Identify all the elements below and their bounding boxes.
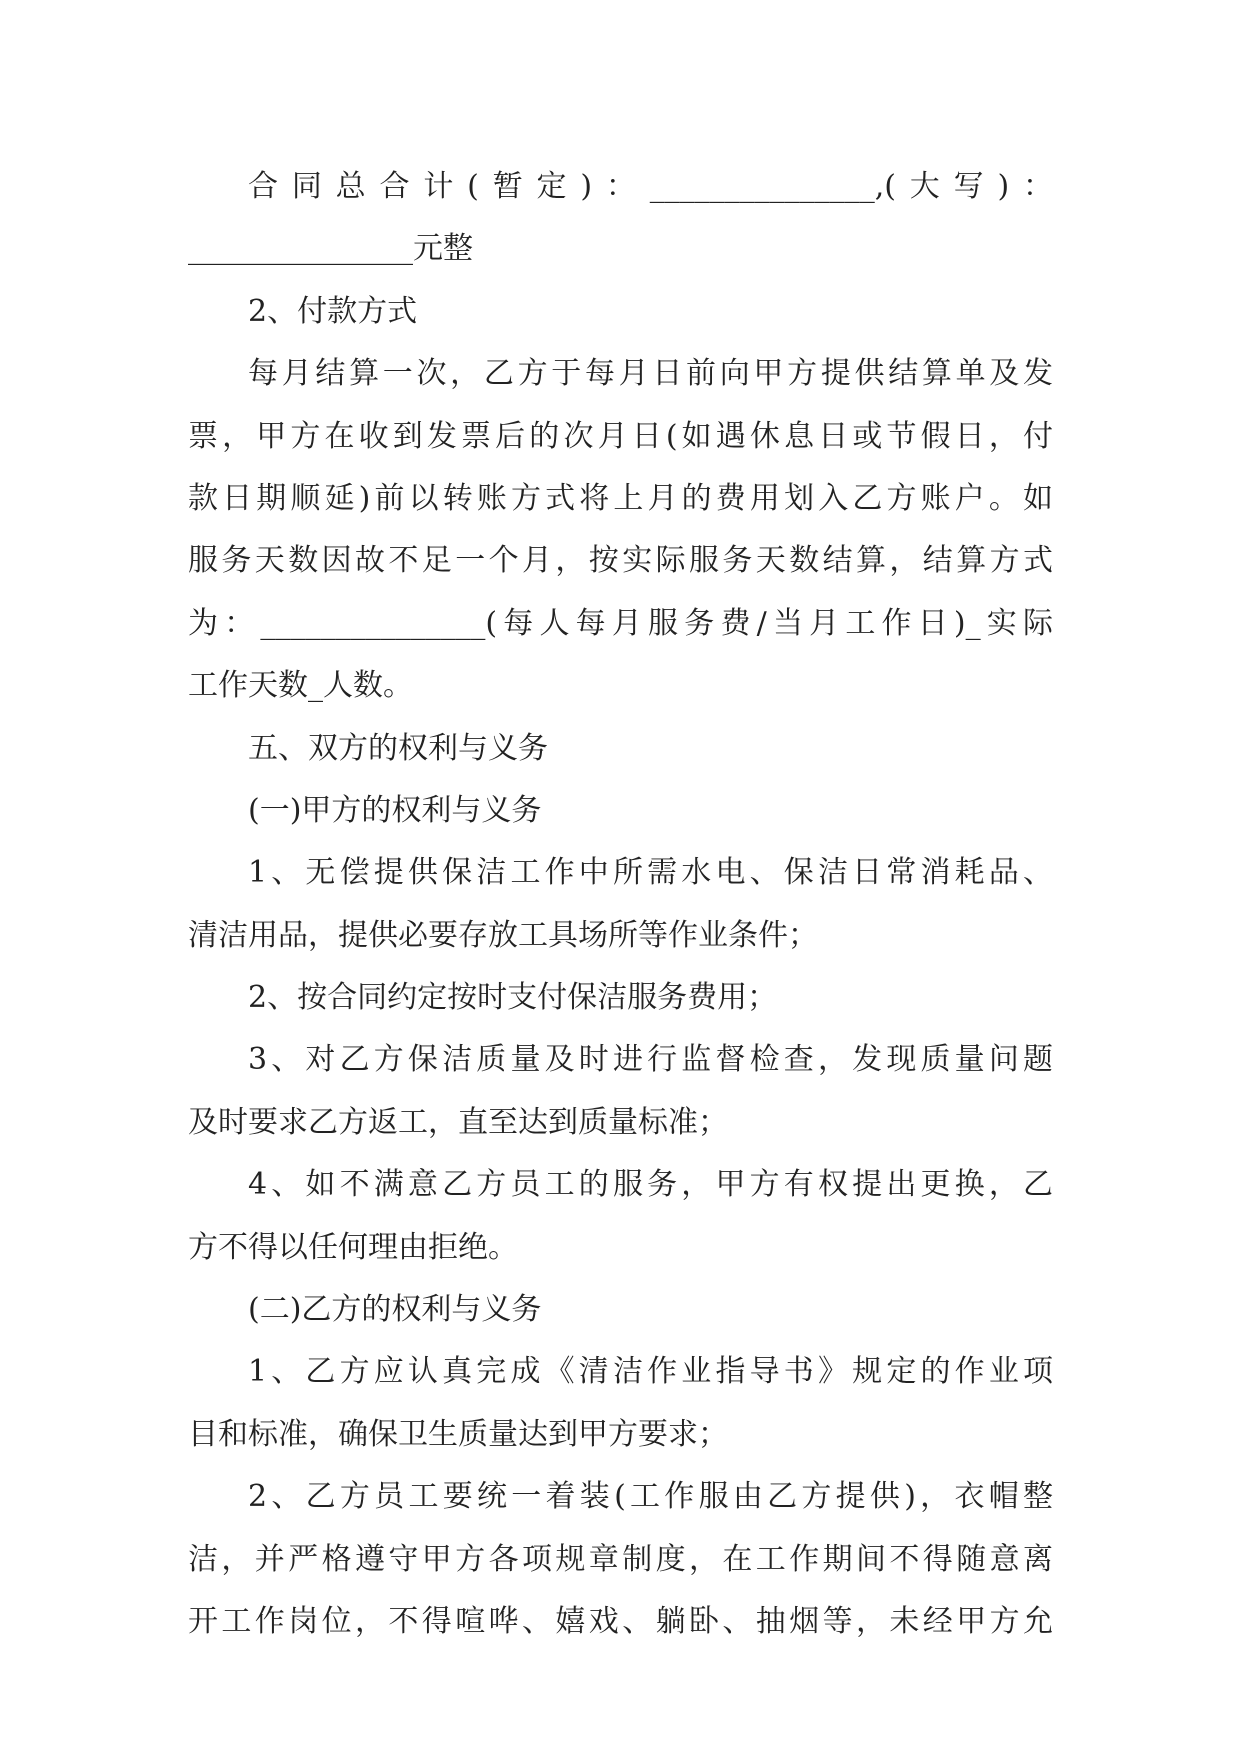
paragraph-line: 每月结算一次，乙方于每月日前向甲方提供结算单及发 — [248, 356, 1053, 392]
paragraph-line: 4、如不满意乙方员工的服务，甲方有权提出更换，乙 — [248, 1167, 1053, 1203]
paragraph-line: 2、乙方员工要统一着装(工作服由乙方提供)，衣帽整 — [248, 1479, 1053, 1515]
section-5-heading: 五、双方的权利与义务 — [248, 730, 548, 766]
party-a-heading: (一)甲方的权利与义务 — [248, 792, 542, 828]
paragraph-line: 2、按合同约定按时支付保洁服务费用； — [248, 980, 778, 1016]
party-a-item-2 — [188, 967, 1053, 1029]
paragraph-line: 清洁用品，提供必要存放工具场所等作业条件； — [188, 917, 818, 953]
total-amount-capital-line: _______________元整 — [188, 231, 473, 267]
paragraph-line: 洁，并严格遵守甲方各项规章制度，在工作期间不得随意离 — [188, 1541, 1053, 1577]
paragraph-line: 服务天数因故不足一个月，按实际服务天数结算，结算方式 — [188, 543, 1053, 579]
party-a-item-4 — [188, 1154, 1053, 1279]
paragraph-line: 票，甲方在收到发票后的次月日(如遇休息日或节假日，付 — [188, 418, 1053, 454]
party-b-item-2 — [188, 1466, 1053, 1653]
payment-method-heading: 2、付款方式 — [248, 293, 418, 329]
payment-terms-paragraph — [188, 343, 1053, 717]
party-a-item-3 — [188, 1029, 1053, 1154]
paragraph-line: 及时要求乙方返工，直至达到质量标准； — [188, 1104, 728, 1140]
party-b-item-1 — [188, 1341, 1053, 1466]
party-a-item-1 — [188, 842, 1053, 967]
paragraph-line: 开工作岗位，不得喧哗、嬉戏、躺卧、抽烟等，未经甲方允 — [188, 1603, 1053, 1639]
contract-text — [188, 156, 1053, 1653]
paragraph-line: 为：_______________(每人每月服务费/当月工作日)_实际 — [188, 605, 1053, 641]
paragraph-line: 工作天数_人数。 — [188, 668, 413, 704]
paragraph-line: 1、乙方应认真完成《清洁作业指导书》规定的作业项 — [248, 1354, 1053, 1390]
paragraph-line: 方不得以任何理由拒绝。 — [188, 1229, 518, 1265]
party-b-heading: (二)乙方的权利与义务 — [248, 1292, 542, 1328]
paragraph-line: 目和标准，确保卫生质量达到甲方要求； — [188, 1416, 728, 1452]
paragraph-line: 3、对乙方保洁质量及时进行监督检查，发现质量问题 — [248, 1042, 1053, 1078]
total-amount-line: 合同总合计(暂定)：_______________,(大写)： — [248, 169, 1053, 204]
paragraph-line: 款日期顺延)前以转账方式将上月的费用划入乙方账户。如 — [188, 480, 1053, 516]
paragraph-line: 1、无偿提供保洁工作中所需水电、保洁日常消耗品、 — [248, 855, 1053, 891]
